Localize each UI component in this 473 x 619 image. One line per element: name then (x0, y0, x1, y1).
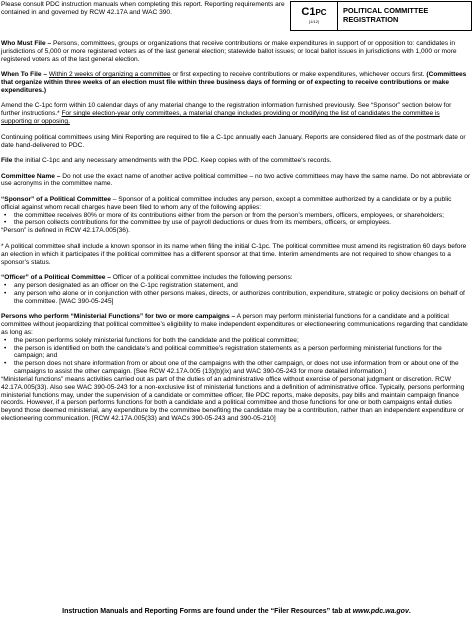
form-title-line1: POLITICAL COMMITTEE (343, 6, 429, 15)
ministerial-bullet-text: the person is identified on both the candidate’s and political committee’s registration statements as a person performing ministerial functions for the campaign; and (14, 344, 442, 360)
file-bold: File (1, 157, 13, 165)
continuing-paragraph: Continuing political committees using Mini Reporting are required to file a C-1pc annually each January. Reports are considered filed as of the postmark date or date hand-delivered to PDC. (1, 133, 466, 149)
sponsor-bullet (1, 219, 471, 227)
amend-text: Amend the C-1pc form within 10 calendar days of any material change to the registration information furnished previously. See “Sponsor” section below for further instructions.* (1, 102, 452, 118)
footer-end: . (408, 608, 411, 615)
bullet-icon: • (4, 336, 7, 344)
footer-url-link[interactable]: www.pdc.wa.gov (352, 608, 409, 615)
ministerial-text: A person may perform ministerial functions for a candidate and a political committee without jeopardizing that political committee’s eligibility to make independent expenditures or electioneering communications regarding that candidate as long as: (1, 313, 468, 336)
committee-name-text: Do not use the exact name of another active political committee – no two active committees may have the same name. Do not abbreviate or use acronyms in the committee name. (1, 172, 471, 188)
committee-name-paragraph (1, 173, 471, 189)
bullet-icon: • (4, 344, 7, 352)
sponsor-bullet (1, 212, 471, 220)
sponsor-text: – Sponsor of a political committee includes any person, except a committee authorized by a candidate or by a public official against whom recall charges have been filed to whom any of the following applies: (1, 195, 452, 211)
form-revision: (1/12) (308, 19, 320, 24)
sponsor-heading: “Sponsor” of a Political Committee (1, 195, 111, 203)
officer-bullet-list (1, 282, 471, 306)
file-text: the initial C-1pc and any necessary amendments with the PDC. Keep copies with of the committee’s records. (12, 157, 332, 165)
bullet-icon: • (4, 219, 7, 227)
footer-note (0, 607, 473, 616)
officer-bullet (1, 290, 471, 306)
when-to-file-bold-note: (Committees that organize within three weeks of an election must file within three business days of forming or of expecting to receive contributions or make expenditures.) (1, 71, 467, 94)
who-must-file-text: Persons, committees, groups or organizations that receive contributions or make expenditures in support of or opposition to: candidates in jurisdictions of 5,000 or more registered voters as of the last general election; statewide ballot issues; or local ballot issues in jurisdictions with 1,000 or more registered voters as of the last general election. (1, 40, 457, 63)
officer-bullet-text: any person who alone or in conjunction with other persons makes, directs, or authorizes contribution, expenditure, strategic or policy decisions on behalf of the committee. [WAC 390-05-245] (14, 289, 465, 305)
ministerial-heading: Persons who perform “Ministerial Functions” for two or more campaigns – (1, 313, 236, 321)
file-paragraph (1, 157, 471, 165)
ministerial-paragraph (1, 313, 471, 337)
footer-text: Instruction Manuals and Reporting Forms are found under the “Filer Resources” tab at (62, 608, 353, 615)
sponsor-paragraph (1, 196, 471, 212)
when-to-file-text: or first expecting to receive contributions or make expenditures, whichever occurs first. (170, 71, 425, 79)
ministerial-bullet (1, 337, 471, 345)
sponsor-bullet-list (1, 212, 471, 228)
form-code-main: C1 (301, 6, 316, 18)
person-definition: “Person” is defined in RCW 42.17A.005(36). (1, 227, 131, 235)
header-note: Please consult PDC instruction manuals when completing this report. Reporting requirements are contained in and governed by RCW 42.17A and WAC 390. (1, 1, 285, 16)
amend-underlined-text: For single election-year only committees, a material change includes providing or modifying the list of candidates the committee is supporting or opposing. (1, 110, 440, 126)
bullet-icon: • (4, 289, 7, 297)
ministerial-bullet-list (1, 337, 471, 376)
officer-text: Officer of a political committee includes the following persons: (110, 274, 293, 282)
bullet-icon: • (4, 360, 7, 368)
instructions-body (1, 40, 471, 423)
committee-name-heading: Committee Name – (1, 172, 61, 180)
when-to-file-paragraph (1, 71, 471, 95)
sponsor-bullet-text: the committee receives 80% or more of its contributions either from the person or from the person’s members, officers, employees, or shareholders; (14, 211, 445, 219)
who-must-file-heading: Who Must File – (1, 40, 52, 47)
form-title-box (338, 1, 472, 31)
sponsor-star-note: * A political committee shall include a known sponsor in its name when filing the initial C-1pc. The political committee must amend its registration 60 days before an election in which it participates if the political committee has a different sponsor at that time. Interim amendments are not required to show changes to a sponsor’s status. (1, 242, 467, 266)
ministerial-bullet (1, 345, 471, 361)
officer-bullet (1, 282, 471, 290)
bullet-icon: • (4, 281, 7, 289)
officer-heading: “Officer” of a Political Committee – (1, 274, 111, 282)
when-to-file-deadline: Within 2 weeks of organizing a committee (48, 71, 171, 79)
ministerial-closing: “Ministerial functions” means activities carried out as part of the duties of an administrative office without exercise of personal judgment or discretion. RCW 42.17A.005(33). Also see WAC 390-05-243 for a non-exclusive list of ministerial functions and a definition of administrative office. Typically, persons performing ministerial functions may, under the supervision of a candidate or committee officer, file PDC reports, make deposits, pay bills and maintain campaign finance records. However, if a person performs functions for both a candidate and a political committee and those functions for one or both campaigns entail duties beyond those deemed ministerial, any expenditure by the committee benefiting the candidate may be a contribution, rather than an independent expenditure or electioneering communication. [RCW 42.17A.005(33) and WACs 390-05-243 and 390-05-210] (1, 375, 465, 423)
officer-paragraph (1, 274, 471, 282)
sponsor-bullet-text: the person collects contributions for the committee by use of payroll deductions or dues from its members, officers, or employees. (14, 219, 391, 227)
officer-bullet-text: any person designated as an officer on the C-1pc registration statement, and (14, 281, 238, 289)
ministerial-bullet (1, 360, 471, 376)
form-code-suffix: PC (315, 8, 327, 17)
ministerial-bullet-text: the person does not share information from or about one of the campaigns with the other campaign, or does not use information from or about one of the campaigns to assist the other campaign. [See RCW 42.17A.005 (13)(b)(ix) and WAC 390-05-243 for more detailed information.] (14, 360, 459, 376)
who-must-file-paragraph (1, 40, 471, 64)
form-title-line2: REGISTRATION (343, 15, 399, 24)
bullet-icon: • (4, 211, 7, 219)
amend-paragraph (1, 102, 471, 126)
form-code (291, 2, 337, 19)
when-to-file-heading: When To File – (1, 71, 48, 79)
form-code-box (290, 1, 338, 31)
ministerial-bullet-text: the person performs solely ministerial functions for both the candidate and the political committee; (14, 336, 299, 344)
